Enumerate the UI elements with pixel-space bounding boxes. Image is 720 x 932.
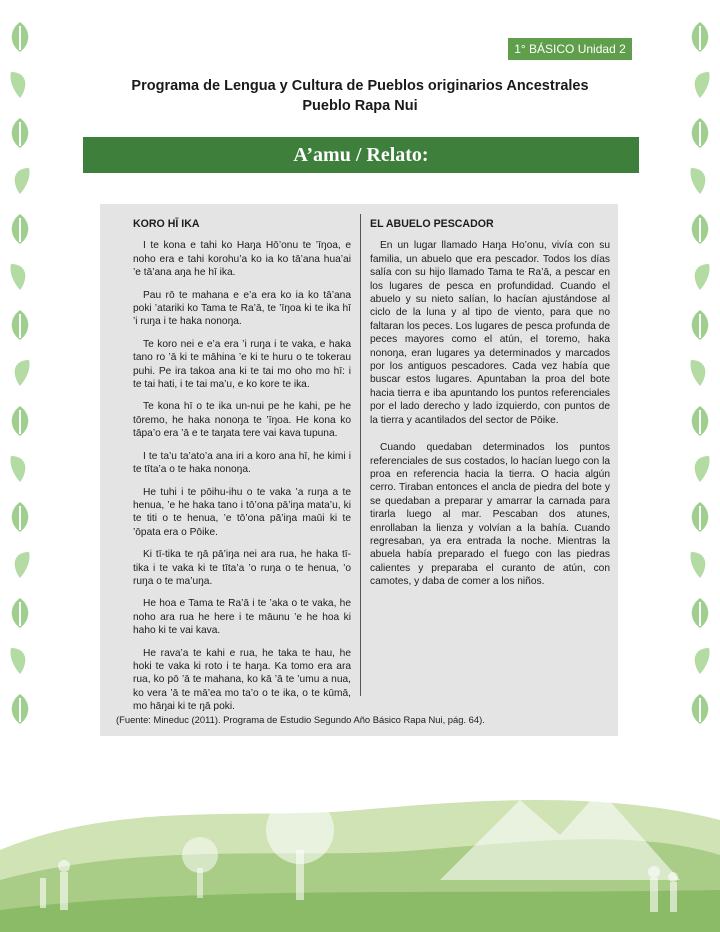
leaf-motif-icon xyxy=(687,452,713,486)
story-paragraph: Te kona hī o te ika un-nui pe he kahi, pe he tōremo, he haka nonoŋa te ’īŋoa. He kona ko tāpa’o era ’ā e te taŋata tere vai kava tupuna. xyxy=(133,401,351,440)
story-paragraph: He rava’a te kahi e rua, he taka te hau, he hoki te vaka ki roto i te haŋa. Ka tomo era ara rua, ko pō ’ā te mahana, ko kā ’ā te ’umu a nua, ko vera ’ā te mā’ea mo ta’o o te ika, o te kūmā, mo hāŋai ki te ŋā poki. xyxy=(133,647,351,713)
leaf-motif-icon xyxy=(687,68,713,102)
leaf-motif-icon xyxy=(687,308,713,342)
source-note: (Fuente: Mineduc (2011). Programa de Estudio Segundo Año Básico Rapa Nui, pág. 64). xyxy=(116,714,485,725)
story-paragraph: Cuando quedaban determinados los puntos referenciales de sus costados, lo hacían luego con la proa en referencia hacia la tierra. O hacia algún cerro. Tiraban entonces el ancla de piedra del bote y se quedaban a preparar y amarrar la carnada para tirarla luego al mar. Pescaban dos atunes, enrollaban la lienza y volvían a la bahía. Cuando regresaban, ya era entrada la noche. Mientras la abuela había preparado el fuego con las piedras calientes y preparaba el curanto de atún, con camotes, y daba de comer a los niños. xyxy=(370,442,610,588)
spanish-story-column xyxy=(370,218,610,603)
story-paragraph: I te ta’u ta’ato’a ana iri a koro ana hī, he kimi i te tīta’a o te haka nonoŋa. xyxy=(133,450,351,476)
people-title: Pueblo Rapa Nui xyxy=(302,98,418,114)
leaf-motif-icon xyxy=(7,548,33,582)
level-badge: 1° BÁSICO Unidad 2 xyxy=(508,38,632,60)
leaf-motif-icon xyxy=(687,404,713,438)
leaf-motif-icon xyxy=(7,644,33,678)
leaf-motif-icon xyxy=(7,596,33,630)
rapanui-story-column xyxy=(133,218,351,723)
program-title: Programa de Lengua y Cultura de Pueblos originarios Ancestrales xyxy=(131,78,589,94)
leaf-motif-icon xyxy=(7,68,33,102)
leaf-motif-icon xyxy=(7,308,33,342)
leaf-motif-icon xyxy=(7,260,33,294)
right-decorative-border xyxy=(680,0,720,800)
leaf-motif-icon xyxy=(687,356,713,390)
leaf-motif-icon xyxy=(687,692,713,726)
leaf-motif-icon xyxy=(687,20,713,54)
left-decorative-border xyxy=(0,0,40,800)
section-banner xyxy=(83,137,639,173)
story-panel xyxy=(100,204,618,736)
story-paragraph: En un lugar llamado Haŋa Ho’onu, vivía con su familia, un abuelo que era pescador. Todos los días salía con su hijo llamado Tama te Ra’ā, a pescar en los lugares de pesca en profundidad. Cuando el abuelo y su nieto salían, lo hacían ajustándose al ciclo de la luna y al tipo de viento, para que no faltaran los peces. Los lugares de pesca profunda de peces mayores como el atún, el toremo, haka nonoŋa, eran lugares ya determinados y marcados por los antiguos pescadores. Cada vez había que buscar estos lugares. Apuntaban la proa del bote hacia tierra e iba apuntando los puntos referenciales por el lado derecho y lado izquierdo, con puntos de la tierra y acantilados del sector de Pōike. xyxy=(370,240,610,426)
leaf-motif-icon xyxy=(7,692,33,726)
rapanui-story-title: KORO HĪ IKA xyxy=(133,218,200,230)
leaf-motif-icon xyxy=(7,116,33,150)
leaf-motif-icon xyxy=(7,164,33,198)
leaf-motif-icon xyxy=(7,356,33,390)
landscape-footer-illustration xyxy=(0,760,720,932)
story-paragraph: He tuhi i te pōihu-ihu o te vaka ’a ruŋa a te henua, ’e he haka tano i tō’ona pā’iŋa mata’u, ki te titi o te henua, ’e tō’ona pā’iŋa maūi ki te ’ōpata era o Pōike. xyxy=(133,486,351,538)
leaf-motif-icon xyxy=(687,260,713,294)
leaf-motif-icon xyxy=(687,212,713,246)
spanish-story-title: EL ABUELO PESCADOR xyxy=(370,218,494,230)
leaf-motif-icon xyxy=(687,596,713,630)
leaf-motif-icon xyxy=(7,500,33,534)
leaf-motif-icon xyxy=(687,548,713,582)
leaf-motif-icon xyxy=(7,452,33,486)
leaf-motif-icon xyxy=(7,404,33,438)
story-paragraph: I te kona e tahi ko Haŋa Hō’onu te ’īŋoa, e noho era e tahi korohu’a ko ia ko tā’ana hua’ai ’e tā’ana aŋa he hī ika. xyxy=(133,240,351,279)
column-divider xyxy=(360,214,361,696)
leaf-motif-icon xyxy=(687,500,713,534)
story-paragraph: Ki tī-tika te ŋā pā’iŋa nei ara rua, he haka tī- tika i te vaka ki te tīta’a ’o ruŋa o te henua, ’o ruŋa o te ma’uŋa. xyxy=(133,549,351,587)
story-paragraph: Pau rō te mahana e e’a era ko ia ko tā’ana poki ’atariki ko Tama te Ra’ā, te ’īŋoa ki te ika hī ’i ruŋa i te haka nonoŋa. xyxy=(133,289,351,328)
leaf-motif-icon xyxy=(687,644,713,678)
leaf-motif-icon xyxy=(7,20,33,54)
banner-title: A’amu / Relato: xyxy=(293,143,429,166)
leaf-motif-icon xyxy=(687,116,713,150)
leaf-motif-icon xyxy=(7,212,33,246)
story-paragraph: Te koro nei e e’a era ’i ruŋa i te vaka, e haka tano ro ’ā ki te māhina ’e ki te huru o te tokerau puhi. Pe ira takoa ana ki te tai mo oho mo hī: i te tai hati, i te tai ma’u, e ko kore te ika. xyxy=(133,338,351,391)
leaf-motif-icon xyxy=(687,164,713,198)
page-header xyxy=(60,76,660,116)
story-paragraph: He hoa e Tama te Ra’ā i te ’aka o te vaka, he noho ara rua he here i te māunu ’e he hoa ki haho ki te vai kava. xyxy=(133,598,351,637)
